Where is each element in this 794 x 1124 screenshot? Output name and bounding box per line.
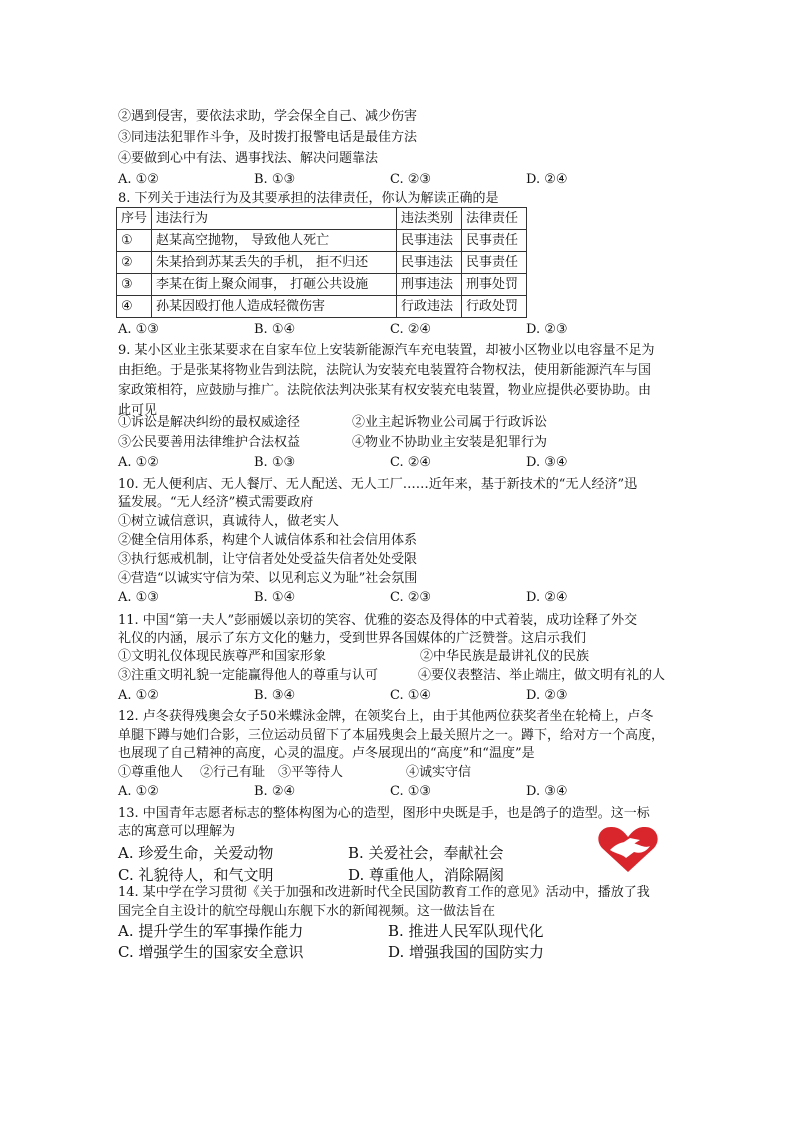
q14-option-a[interactable]: A. 提升学生的军事操作能力 — [118, 922, 304, 940]
q10-options — [118, 589, 638, 607]
q11-item-2: ②中华民族是最讲礼仪的民族 — [420, 649, 590, 664]
q13-options-row-1 — [118, 842, 638, 864]
q10-option-a[interactable]: A. ①③ — [118, 590, 159, 605]
q11-option-b[interactable]: B. ③④ — [254, 688, 296, 703]
q12-stem-line-2: 单腿下蹲与她们合影，三位运动员留下了本届残奥会上最关照片之一。蹲下，给对方一个高度， — [118, 728, 665, 743]
q7-item-4: ④要做到心中有法、遇事找法、解决问题靠法 — [118, 151, 379, 166]
cell-behavior: 孙某因殴打他人造成轻微伤害 — [152, 296, 397, 318]
q14-options-row-1 — [118, 920, 638, 942]
cell-category: 民事违法 — [397, 252, 462, 274]
q11-option-c[interactable]: C. ①④ — [390, 688, 432, 703]
q13-option-c[interactable]: C. 礼貌待人，和气文明 — [118, 866, 274, 884]
table-row — [117, 230, 527, 252]
q12-options — [118, 783, 638, 801]
q7-option-d[interactable]: D. ②④ — [526, 172, 568, 187]
q7-item-3: ③同违法犯罪作斗争，及时拨打报警电话是最佳方法 — [118, 130, 418, 145]
q9-stem-line-1: 9. 某小区业主张某要求在自家车位上安装新能源汽车充电装置，却被小区物业以电容量不足为 — [118, 343, 655, 358]
q9-item-1: ①诉讼是解决纠纷的最权威途径 — [118, 415, 301, 430]
q7-option-c[interactable]: C. ②③ — [390, 172, 432, 187]
q11-item-4: ④要仪表整洁、举止端庄，做文明有礼的人 — [418, 668, 666, 683]
q8-option-d[interactable]: D. ②③ — [526, 322, 568, 337]
header-index: 序号 — [117, 208, 152, 230]
q9-option-b[interactable]: B. ①③ — [254, 455, 296, 470]
q12-item-2: ②行己有耻 — [200, 765, 266, 780]
cell-index: ② — [117, 252, 152, 274]
q10-option-c[interactable]: C. ②③ — [390, 590, 432, 605]
q12-option-b[interactable]: B. ②④ — [254, 784, 296, 799]
q9-stem-line-2: 由拒绝。于是张某将物业告到法院，法院认为安装充电装置符合物权法，使用新能源汽车与国 — [118, 363, 652, 378]
cell-category: 民事违法 — [397, 230, 462, 252]
q11-option-a[interactable]: A. ①② — [118, 688, 159, 703]
cell-index: ③ — [117, 274, 152, 296]
table-row — [117, 252, 527, 274]
q11-item-1: ①文明礼仪体现民族尊严和国家形象 — [118, 649, 327, 664]
q13-stem-line-1: 13. 中国青年志愿者标志的整体构图为心的造型，图形中央既是手，也是鸽子的造型。这一标 — [118, 806, 650, 821]
cell-liability: 刑事处罚 — [462, 274, 527, 296]
q9-item-3: ③公民要善用法律维护合法权益 — [118, 435, 301, 450]
q12-option-c[interactable]: C. ①③ — [390, 784, 432, 799]
q11-stem-line-2: 礼仪的内涵，展示了东方文化的魅力，受到世界各国媒体的广泛赞誉。这启示我们 — [118, 631, 587, 646]
q14-option-b[interactable]: B. 推进人民军队现代化 — [388, 922, 544, 940]
q8-option-b[interactable]: B. ①④ — [254, 322, 296, 337]
q10-stem-line-2: 猛发展。“无人经济”模式需要政府 — [118, 495, 314, 510]
q10-item-3: ③执行惩戒机制，让守信者处处受益失信者处处受限 — [118, 552, 418, 567]
q12-item-4: ④诚实守信 — [406, 765, 472, 780]
q10-item-1: ①树立诚信意识，真诚待人，做老实人 — [118, 514, 340, 529]
cell-index: ① — [117, 230, 152, 252]
q11-item-3: ③注重文明礼貌一定能赢得他人的尊重与认可 — [118, 668, 379, 683]
q11-option-d[interactable]: D. ②③ — [526, 688, 568, 703]
q8-option-c[interactable]: C. ②④ — [390, 322, 432, 337]
q14-option-d[interactable]: D. 增强我国的国防实力 — [388, 943, 545, 961]
q13-option-a[interactable]: A. 珍爱生命，关爱动物 — [118, 844, 274, 862]
cell-category: 刑事违法 — [397, 274, 462, 296]
q9-stem-line-4: 此可见 — [118, 403, 158, 418]
q9-option-c[interactable]: C. ②④ — [390, 455, 432, 470]
q7-option-b[interactable]: B. ①③ — [254, 172, 296, 187]
q13-stem-line-2: 志的寓意可以理解为 — [118, 824, 236, 839]
q14-options-row-2 — [118, 941, 638, 963]
q9-options — [118, 454, 638, 472]
cell-liability: 民事责任 — [462, 252, 527, 274]
q12-option-d[interactable]: D. ③④ — [526, 784, 568, 799]
q8-stem: 8. 下列关于违法行为及其要承担的法律责任，你认为解读正确的是 — [118, 191, 499, 206]
q10-item-4: ④营造“以诚实守信为荣、以见利忘义为耻”社会氛围 — [118, 571, 418, 586]
q10-stem-line-1: 10. 无人便利店、无人餐厅、无人配送、无人工厂……近年来，基于新技术的“无人经济”迅 — [118, 477, 638, 492]
q13-option-b[interactable]: B. 关爱社会，奉献社会 — [348, 844, 504, 862]
cell-liability: 行政处罚 — [462, 296, 527, 318]
q7-option-a[interactable]: A. ①② — [118, 172, 159, 187]
q10-option-b[interactable]: B. ①④ — [254, 590, 296, 605]
q11-stem-line-1: 11. 中国“第一夫人”彭丽媛以亲切的笑容、优雅的姿态及得体的中式着装，成功诠释了外交 — [118, 613, 638, 628]
q14-option-c[interactable]: C. 增强学生的国家安全意识 — [118, 943, 304, 961]
q12-item-1: ①尊重他人 — [118, 765, 184, 780]
q9-stem-line-3: 家政策相符，应鼓励与推广。法院依法判决张某有权安装充电装置，物业应提供必要协助。由 — [118, 383, 652, 398]
table-row — [117, 274, 527, 296]
q12-item-3: ③平等待人 — [278, 765, 344, 780]
header-behavior: 违法行为 — [152, 208, 397, 230]
q13-options-row-2 — [118, 864, 638, 886]
q7-item-2: ②遇到侵害，要依法求助，学会保全自己、减少伤害 — [118, 109, 418, 124]
q14-stem-line-2: 国完全自主设计的航空母舰山东舰下水的新闻视频。这一做法旨在 — [118, 904, 496, 919]
q12-stem-line-3: 也展现了自己精神的高度，心灵的温度。卢冬展现出的“高度”和“温度”是 — [118, 746, 535, 761]
q14-stem-line-1: 14. 某中学在学习贯彻《关于加强和改进新时代全民国防教育工作的意见》活动中，播放了我 — [118, 885, 650, 900]
q9-option-d[interactable]: D. ③④ — [526, 455, 568, 470]
q10-item-2: ②健全信用体系，构建个人诚信体系和社会信用体系 — [118, 533, 418, 548]
cell-behavior: 赵某高空抛物， 导致他人死亡 — [152, 230, 397, 252]
q9-item-4: ④物业不协助业主安装是犯罪行为 — [352, 435, 548, 450]
q12-stem-line-1: 12. 卢冬获得残奥会女子50米蝶泳金牌，在领奖台上，由于其他两位获奖者坐在轮椅上，卢冬 — [118, 709, 654, 724]
q9-item-2: ②业主起诉物业公司属于行政诉讼 — [352, 415, 548, 430]
header-category: 违法类别 — [397, 208, 462, 230]
q7-options — [118, 171, 638, 189]
header-liability: 法律责任 — [462, 208, 527, 230]
table-header-row — [117, 208, 527, 230]
q13-option-d[interactable]: D. 尊重他人，消除隔阂 — [348, 866, 505, 884]
table-row — [117, 296, 527, 318]
q11-options — [118, 687, 638, 705]
q9-option-a[interactable]: A. ①② — [118, 455, 159, 470]
cell-index: ④ — [117, 296, 152, 318]
cell-behavior: 李某在街上聚众闹事， 打砸公共设施 — [152, 274, 397, 296]
q8-options — [118, 321, 638, 339]
q8-option-a[interactable]: A. ①③ — [118, 322, 159, 337]
q12-option-a[interactable]: A. ①② — [118, 784, 159, 799]
q8-table — [116, 207, 527, 318]
q10-option-d[interactable]: D. ②④ — [526, 590, 568, 605]
volunteer-heart-logo-icon — [596, 824, 660, 874]
cell-category: 行政违法 — [397, 296, 462, 318]
cell-liability: 民事责任 — [462, 230, 527, 252]
cell-behavior: 朱某拾到苏某丢失的手机， 拒不归还 — [152, 252, 397, 274]
